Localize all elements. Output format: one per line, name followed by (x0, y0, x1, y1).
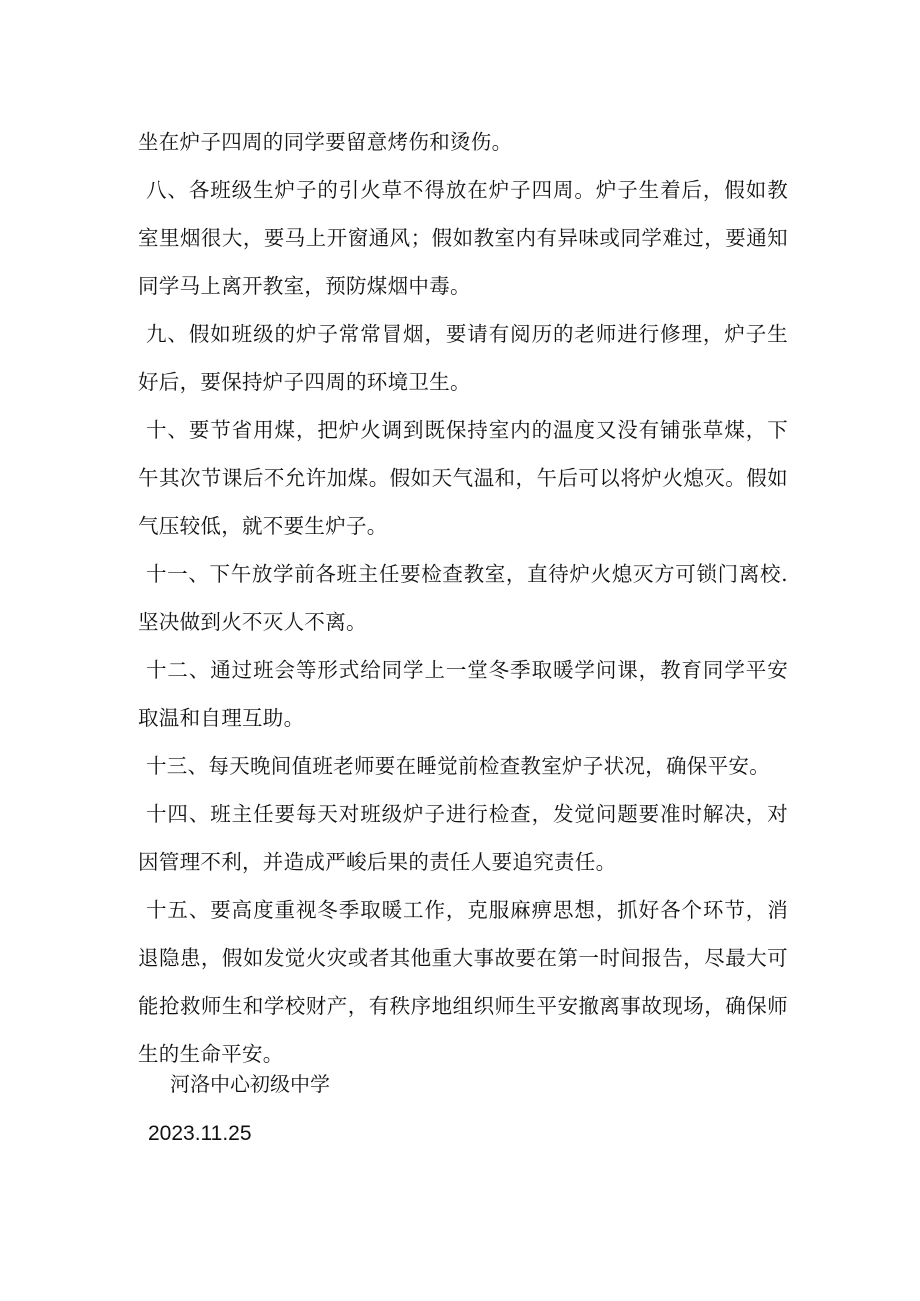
school-signature: 河洛中心初级中学 (170, 1072, 330, 1096)
paragraph-item-9: 九、假如班级的炉子常常冒烟，要请有阅历的老师进行修理，炉子生好后，要保持炉子四周的环境卫生。 (138, 322, 788, 394)
paragraph-item-12: 十二、通过班会等形式给同学上一堂冬季取暖学问课，教育同学平安取温和自理互助。 (138, 658, 788, 730)
paragraph-item-15: 十五、要高度重视冬季取暖工作，克服麻痹思想，抓好各个环节，消退隐患，假如发觉火灾或者其他重大事故要在第一时间报告，尽最大可能抢救师生和学校财产，有秩序地组织师生平安撤离事故现场，确保师生的生命平安。 (138, 898, 788, 1066)
paragraph-item-10: 十、要节省用煤，把炉火调到既保持室内的温度又没有铺张草煤，下午其次节课后不允许加煤。假如天气温和，午后可以将炉火熄灭。假如气压较低，就不要生炉子。 (138, 418, 788, 538)
document-date: 2023.11.25 (148, 1122, 252, 1145)
paragraph-item-14: 十四、班主任要每天对班级炉子进行检查，发觉问题要准时解决，对因管理不利，并造成严峻后果的责任人要追究责任。 (138, 802, 788, 874)
paragraph-item-8: 八、各班级生炉子的引火草不得放在炉子四周。炉子生着后，假如教室里烟很大，要马上开窗通风；假如教室内有异味或同学难过，要通知同学马上离开教室，预防煤烟中毒。 (138, 178, 788, 298)
paragraph-item-11: 十一、下午放学前各班主任要检查教室，直待炉火熄灭方可锁门离校.坚决做到火不灭人不离。 (138, 562, 788, 634)
paragraph-item-13: 十三、每天晚间值班老师要在睡觉前检查教室炉子状况，确保平安。 (146, 754, 770, 778)
paragraph-continuation: 坐在炉子四周的同学要留意烤伤和烫伤。 (138, 130, 513, 154)
